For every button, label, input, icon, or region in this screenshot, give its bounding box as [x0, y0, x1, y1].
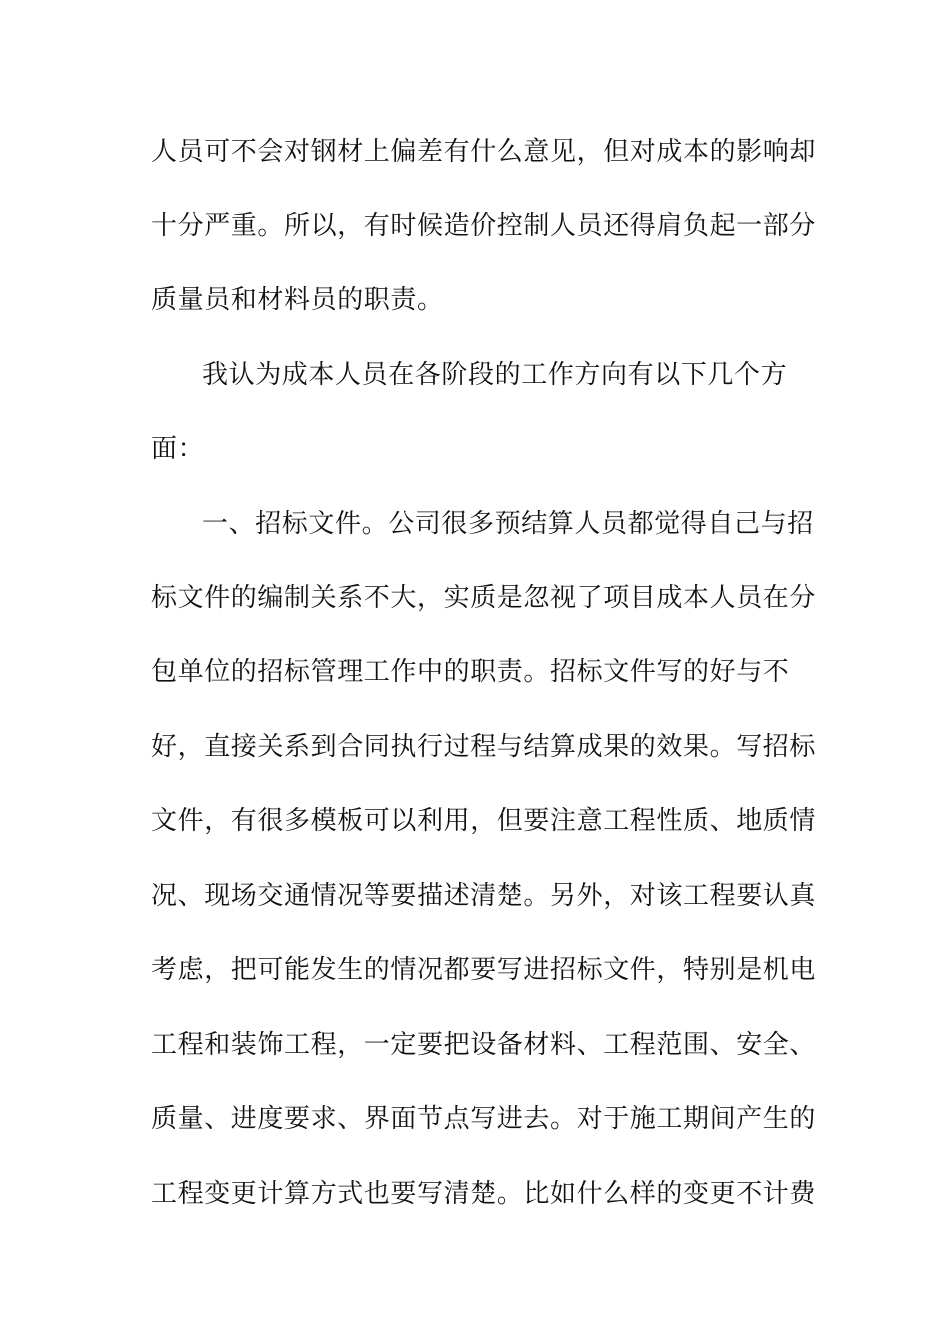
- text-line-7: 标文件的编制关系不大，实质是忽视了项目成本人员在分: [151, 583, 817, 613]
- text-line-10: 文件，有很多模板可以利用，但要注意工程性质、地质情: [151, 806, 817, 836]
- text-line-9: 好，直接关系到合同执行过程与结算成果的效果。写招标: [151, 732, 817, 762]
- text-line-12: 考虑，把可能发生的情况都要写进招标文件，特别是机电: [151, 955, 817, 985]
- text-line-1: 人员可不会对钢材上偏差有什么意见，但对成本的影响却: [151, 137, 817, 167]
- text-line-14: 质量、进度要求、界面节点写进去。对于施工期间产生的: [151, 1104, 817, 1134]
- text-line-15: 工程变更计算方式也要写清楚。比如什么样的变更不计费: [151, 1179, 817, 1209]
- text-line-3: 质量员和材料员的职责。: [151, 285, 444, 315]
- text-line-8: 包单位的招标管理工作中的职责。招标文件写的好与不: [151, 657, 790, 687]
- text-line-13: 工程和装饰工程，一定要把设备材料、工程范围、安全、: [151, 1030, 817, 1060]
- paragraph-start-line: 我认为成本人员在各阶段的工作方向有以下几个方: [202, 360, 788, 390]
- text-line-2: 十分严重。所以，有时候造价控制人员还得肩负起一部分: [151, 211, 817, 241]
- text-line-11: 况、现场交通情况等要描述清楚。另外，对该工程要认真: [151, 881, 817, 911]
- text-line-5: 面：: [151, 434, 205, 464]
- section-heading-line: 一、招标文件。公司很多预结算人员都觉得自己与招: [202, 509, 814, 539]
